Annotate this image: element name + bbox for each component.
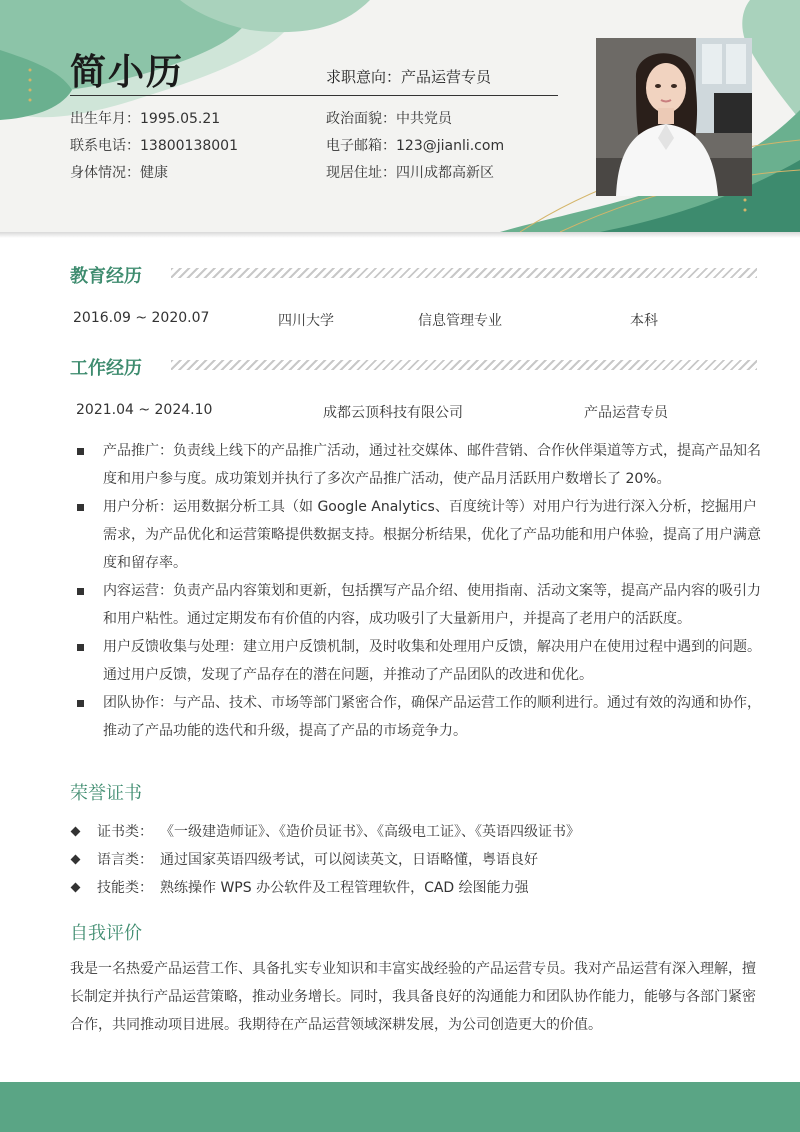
education-title: 教育经历 <box>70 266 142 287</box>
duty-text: 团队协作：与产品、技术、市场等部门紧密合作，确保产品运营工作的顺利进行。通过有效的沟通和协作，推动了产品功能的迭代和升级，提高了产品的市场竞争力。 <box>103 695 761 739</box>
duty-text: 产品推广：负责线上线下的产品推广活动，通过社交媒体、邮件营销、合作伙伴渠道等方式，提高产品知名度和用户参与度。成功策划并执行了多次产品推广活动，使产品月活跃用户数增长了 20%。 <box>103 443 761 487</box>
home-address: 现居住址：四川成都高新区 <box>326 165 494 181</box>
resume-header <box>0 0 800 232</box>
work-position: 产品运营专员 <box>584 405 668 421</box>
cert-label: 技能类： <box>97 880 153 896</box>
education-degree: 本科 <box>630 313 658 329</box>
diamond-bullet-icon <box>71 855 81 865</box>
work-duties-list <box>76 437 766 745</box>
diamond-bullet-icon <box>71 883 81 893</box>
email-address: 电子邮箱：123@jianli.com <box>326 138 505 154</box>
square-bullet-icon <box>77 588 84 595</box>
duty-text: 用户反馈收集与处理：建立用户反馈机制，及时收集和处理用户反馈，解决用户在使用过程中遇到的问题。通过用户反馈，发现了产品存在的潜在问题，并推动了产品团队的改进和优化。 <box>103 639 761 683</box>
work-company: 成都云顶科技有限公司 <box>323 405 463 421</box>
cert-label: 语言类： <box>97 852 153 868</box>
work-period: 2021.04 ~ 2024.10 <box>76 402 213 418</box>
education-period: 2016.09 ~ 2020.07 <box>73 310 210 326</box>
diamond-bullet-icon <box>71 827 81 837</box>
list-item <box>76 633 766 689</box>
list-item <box>70 848 580 876</box>
education-school: 四川大学 <box>278 313 334 329</box>
cert-value: 《一级建造师证》、《造价员证书》、《高级电工证》、《英语四级证书》 <box>160 824 580 840</box>
footer-bar <box>0 1082 800 1132</box>
header-shadow <box>0 232 800 238</box>
list-item <box>76 493 766 577</box>
cert-label: 证书类： <box>97 824 153 840</box>
political-status: 政治面貌：中共党员 <box>326 111 452 127</box>
square-bullet-icon <box>77 700 84 707</box>
education-major: 信息管理专业 <box>418 313 502 329</box>
square-bullet-icon <box>77 448 84 455</box>
honors-title: 荣誉证书 <box>70 783 142 804</box>
birth-date: 出生年月：1995.05.21 <box>70 111 221 127</box>
health-status: 身体情况：健康 <box>70 165 168 181</box>
square-bullet-icon <box>77 504 84 511</box>
list-item <box>70 820 580 848</box>
profile-photo <box>596 38 752 196</box>
work-title: 工作经历 <box>70 358 142 379</box>
cert-value: 熟练操作 WPS 办公软件及工程管理软件，CAD 绘图能力强 <box>160 880 529 896</box>
duty-text: 用户分析：运用数据分析工具（如 Google Analytics、百度统计等）对用户行为进行深入分析，挖掘用户需求，为产品优化和运营策略提供数据支持。根据分析结果，优化了产品功能和用户体验，提高了用户满意度和留存率。 <box>103 499 761 571</box>
square-bullet-icon <box>77 644 84 651</box>
list-item <box>70 876 580 904</box>
work-divider <box>171 360 757 370</box>
phone-number: 联系电话：13800138001 <box>70 138 238 154</box>
list-item <box>76 689 766 745</box>
duty-text: 内容运营：负责产品内容策划和更新，包括撰写产品介绍、使用指南、活动文案等，提高产品内容的吸引力和用户粘性。通过定期发布有价值的内容，成功吸引了大量新用户，并提高了老用户的活跃度。 <box>103 583 761 627</box>
honors-list <box>70 820 580 904</box>
header-divider <box>70 95 558 96</box>
self-evaluation-title: 自我评价 <box>70 923 142 944</box>
job-intent: 求职意向：产品运营专员 <box>326 68 492 86</box>
list-item <box>76 437 766 493</box>
list-item <box>76 577 766 633</box>
candidate-name: 简小历 <box>70 52 185 93</box>
self-evaluation-text: 我是一名热爱产品运营工作、具备扎实专业知识和丰富实战经验的产品运营专员。我对产品运营有深入理解，擅长制定并执行产品运营策略，推动业务增长。同时，我具备良好的沟通能力和团队协作能力，能够与各部门紧密合作，共同推动项目进展。我期待在产品运营领域深耕发展，为公司创造更大的价值。 <box>70 961 756 1033</box>
education-divider <box>171 268 757 278</box>
cert-value: 通过国家英语四级考试，可以阅读英文，日语略懂，粤语良好 <box>160 852 538 868</box>
